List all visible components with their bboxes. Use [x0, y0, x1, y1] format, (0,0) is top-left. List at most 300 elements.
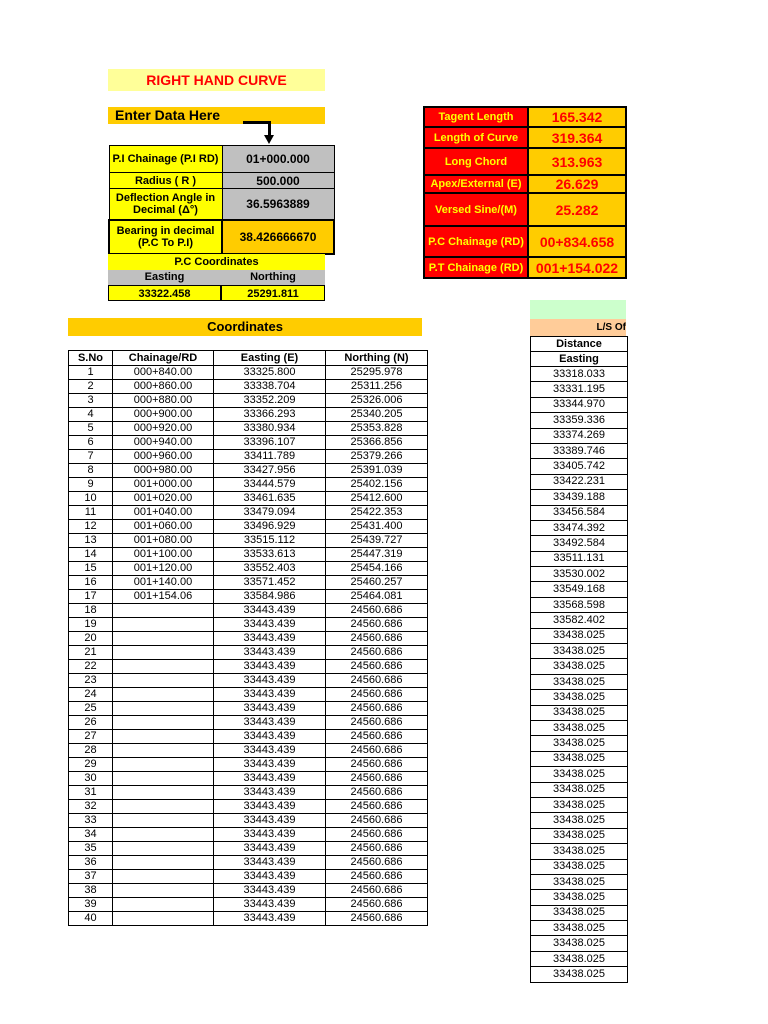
easting-cell: 33552.403 [214, 562, 326, 576]
northing-cell: 25422.353 [326, 506, 428, 520]
sno-cell: 15 [69, 562, 113, 576]
table-row [69, 646, 428, 660]
pc-coordinates-title: P.C Coordinates [108, 254, 325, 270]
easting-cell: 33443.439 [214, 884, 326, 898]
chainage-cell [113, 646, 214, 660]
northing-cell: 24560.686 [326, 604, 428, 618]
table-row [69, 450, 428, 464]
sno-cell: 24 [69, 688, 113, 702]
sno-cell: 3 [69, 394, 113, 408]
easting-cell: 33411.789 [214, 450, 326, 464]
sno-cell: 30 [69, 772, 113, 786]
ls-easting-cell: 33438.025 [531, 705, 628, 720]
chainage-cell [113, 912, 214, 926]
table-row [69, 870, 428, 884]
table-row [531, 921, 628, 936]
ls-easting-cell: 33438.025 [531, 628, 628, 643]
table-row [531, 905, 628, 920]
northing-cell: 24560.686 [326, 772, 428, 786]
bearing-input[interactable]: 38.426666670 [222, 220, 334, 254]
table-row [531, 520, 628, 535]
northing-cell: 24560.686 [326, 898, 428, 912]
sno-cell: 31 [69, 786, 113, 800]
ls-easting-cell: 33438.025 [531, 951, 628, 966]
table-row [69, 786, 428, 800]
ls-title: L/S Of [530, 319, 626, 336]
chainage-cell: 000+900.00 [113, 408, 214, 422]
northing-cell: 24560.686 [326, 660, 428, 674]
ls-easting-cell: 33438.025 [531, 905, 628, 920]
sno-cell: 1 [69, 366, 113, 380]
results-table [423, 106, 627, 279]
tangent-length-label: Tagent Length [424, 107, 528, 127]
ls-easting-cell: 33438.025 [531, 674, 628, 689]
chainage-cell [113, 688, 214, 702]
easting-cell: 33443.439 [214, 744, 326, 758]
easting-cell: 33443.439 [214, 604, 326, 618]
northing-cell: 24560.686 [326, 688, 428, 702]
sno-cell: 6 [69, 436, 113, 450]
sno-cell: 25 [69, 702, 113, 716]
easting-cell: 33443.439 [214, 786, 326, 800]
table-row [531, 382, 628, 397]
sno-cell: 26 [69, 716, 113, 730]
table-row [531, 536, 628, 551]
ls-easting-cell: 33331.195 [531, 382, 628, 397]
table-row [531, 490, 628, 505]
chainage-cell: 001+080.00 [113, 534, 214, 548]
sno-cell: 28 [69, 744, 113, 758]
chainage-cell [113, 674, 214, 688]
chainage-cell: 000+860.00 [113, 380, 214, 394]
table-row [531, 582, 628, 597]
sno-cell: 4 [69, 408, 113, 422]
table-row [69, 436, 428, 450]
ls-easting-cell: 33438.025 [531, 844, 628, 859]
chainage-cell: 000+880.00 [113, 394, 214, 408]
easting-cell: 33444.579 [214, 478, 326, 492]
table-row [69, 702, 428, 716]
ls-easting-cell: 33438.025 [531, 690, 628, 705]
northing-cell: 24560.686 [326, 674, 428, 688]
northing-cell: 25412.600 [326, 492, 428, 506]
table-row [69, 884, 428, 898]
ls-easting-cell: 33438.025 [531, 859, 628, 874]
easting-cell: 33571.452 [214, 576, 326, 590]
sno-header: S.No [69, 351, 113, 366]
sno-cell: 21 [69, 646, 113, 660]
ls-easting-cell: 33438.025 [531, 874, 628, 889]
table-row [531, 567, 628, 582]
long-chord-value: 313.963 [528, 148, 626, 175]
chainage-cell [113, 716, 214, 730]
table-row [69, 590, 428, 604]
ls-easting-cell: 33549.168 [531, 582, 628, 597]
table-row [69, 422, 428, 436]
radius-label: Radius ( R ) [109, 173, 222, 189]
table-row [531, 551, 628, 566]
ls-easting-cell: 33438.025 [531, 751, 628, 766]
sno-cell: 33 [69, 814, 113, 828]
sno-cell: 27 [69, 730, 113, 744]
northing-cell: 24560.686 [326, 800, 428, 814]
chainage-cell [113, 842, 214, 856]
easting-cell: 33366.293 [214, 408, 326, 422]
chainage-cell: 000+980.00 [113, 464, 214, 478]
table-row [531, 397, 628, 412]
easting-cell: 33380.934 [214, 422, 326, 436]
table-row [531, 720, 628, 735]
ls-easting-cell: 33438.025 [531, 828, 628, 843]
easting-cell: 33427.956 [214, 464, 326, 478]
arrow-down-icon [243, 121, 271, 124]
ls-easting-cell: 33568.598 [531, 597, 628, 612]
easting-cell: 33443.439 [214, 772, 326, 786]
table-row [69, 730, 428, 744]
ls-easting-cell: 33438.025 [531, 967, 628, 982]
chainage-cell: 001+040.00 [113, 506, 214, 520]
northing-cell: 24560.686 [326, 912, 428, 926]
chainage-cell [113, 702, 214, 716]
chainage-cell [113, 786, 214, 800]
ls-easting-cell: 33438.025 [531, 659, 628, 674]
ls-easting-cell: 33438.025 [531, 797, 628, 812]
chainage-cell: 000+960.00 [113, 450, 214, 464]
table-row [531, 859, 628, 874]
table-row [531, 674, 628, 689]
coordinates-title: Coordinates [68, 318, 422, 336]
ls-easting-cell: 33438.025 [531, 936, 628, 951]
northing-header: Northing (N) [326, 351, 428, 366]
table-row [69, 394, 428, 408]
table-row [69, 898, 428, 912]
easting-cell: 33443.439 [214, 688, 326, 702]
northing-cell: 24560.686 [326, 618, 428, 632]
enter-data-label: Enter Data Here [108, 107, 325, 124]
table-row [531, 659, 628, 674]
table-row [69, 604, 428, 618]
northing-cell: 24560.686 [326, 744, 428, 758]
sno-cell: 9 [69, 478, 113, 492]
chainage-cell: 001+020.00 [113, 492, 214, 506]
table-row [531, 813, 628, 828]
table-row [69, 618, 428, 632]
ls-easting-cell: 33439.188 [531, 490, 628, 505]
northing-cell: 25311.256 [326, 380, 428, 394]
chainage-cell [113, 660, 214, 674]
table-row [531, 874, 628, 889]
ls-easting-cell: 33582.402 [531, 613, 628, 628]
ls-easting-cell: 33359.336 [531, 413, 628, 428]
northing-cell: 24560.686 [326, 884, 428, 898]
table-row [69, 548, 428, 562]
chainage-cell [113, 814, 214, 828]
table-row [69, 464, 428, 478]
northing-cell: 25295.978 [326, 366, 428, 380]
easting-cell: 33325.800 [214, 366, 326, 380]
chainage-cell [113, 898, 214, 912]
ls-easting-cell: 33438.025 [531, 890, 628, 905]
table-row [531, 597, 628, 612]
sno-cell: 8 [69, 464, 113, 478]
length-of-curve-value: 319.364 [528, 127, 626, 148]
table-row [69, 632, 428, 646]
northing-cell: 24560.686 [326, 730, 428, 744]
northing-cell: 24560.686 [326, 856, 428, 870]
ls-easting-cell: 33422.231 [531, 474, 628, 489]
apex-external-value: 26.629 [528, 175, 626, 193]
ls-offset-table [530, 336, 628, 983]
sno-cell: 39 [69, 898, 113, 912]
pc-easting-value: 33322.458 [108, 285, 221, 301]
easting-cell: 33443.439 [214, 800, 326, 814]
table-row [531, 428, 628, 443]
easting-cell: 33515.112 [214, 534, 326, 548]
ls-easting-cell: 33474.392 [531, 520, 628, 535]
northing-cell: 24560.686 [326, 870, 428, 884]
pc-northing-header: Northing [221, 270, 325, 285]
chainage-cell: 001+140.00 [113, 576, 214, 590]
ls-easting-cell: 33389.746 [531, 443, 628, 458]
deflection-angle-input[interactable]: 36.5963889 [222, 189, 334, 220]
easting-cell: 33443.439 [214, 912, 326, 926]
table-row [531, 951, 628, 966]
chainage-cell: 000+840.00 [113, 366, 214, 380]
table-row [531, 767, 628, 782]
chainage-cell [113, 856, 214, 870]
table-row [69, 828, 428, 842]
northing-cell: 25340.205 [326, 408, 428, 422]
easting-cell: 33352.209 [214, 394, 326, 408]
northing-cell: 24560.686 [326, 716, 428, 730]
chainage-header: Chainage/RD [113, 351, 214, 366]
sno-cell: 12 [69, 520, 113, 534]
northing-cell: 25439.727 [326, 534, 428, 548]
chainage-cell [113, 800, 214, 814]
table-row [69, 842, 428, 856]
chainage-cell [113, 870, 214, 884]
sno-cell: 40 [69, 912, 113, 926]
coordinates-table [68, 350, 428, 926]
table-row [531, 797, 628, 812]
easting-cell: 33443.439 [214, 828, 326, 842]
table-row [69, 800, 428, 814]
sno-cell: 17 [69, 590, 113, 604]
chainage-cell [113, 744, 214, 758]
northing-cell: 24560.686 [326, 828, 428, 842]
easting-cell: 33443.439 [214, 674, 326, 688]
sno-cell: 11 [69, 506, 113, 520]
table-row [531, 628, 628, 643]
easting-cell: 33443.439 [214, 702, 326, 716]
northing-cell: 24560.686 [326, 632, 428, 646]
northing-cell: 25326.006 [326, 394, 428, 408]
versed-sine-value: 25.282 [528, 193, 626, 226]
sno-cell: 13 [69, 534, 113, 548]
long-chord-label: Long Chord [424, 148, 528, 175]
easting-cell: 33443.439 [214, 618, 326, 632]
sno-cell: 14 [69, 548, 113, 562]
sno-cell: 23 [69, 674, 113, 688]
table-row [531, 782, 628, 797]
chainage-cell [113, 884, 214, 898]
input-table [108, 145, 335, 255]
chainage-cell [113, 772, 214, 786]
easting-cell: 33443.439 [214, 716, 326, 730]
chainage-cell: 001+100.00 [113, 548, 214, 562]
deflection-angle-label: Deflection Angle in Decimal (Δ°) [109, 189, 222, 220]
chainage-cell [113, 618, 214, 632]
table-row [69, 562, 428, 576]
northing-cell: 25431.400 [326, 520, 428, 534]
ls-easting-cell: 33438.025 [531, 767, 628, 782]
sno-cell: 19 [69, 618, 113, 632]
northing-cell: 25366.856 [326, 436, 428, 450]
table-row [69, 408, 428, 422]
table-row [531, 413, 628, 428]
easting-cell: 33443.439 [214, 898, 326, 912]
table-row [69, 744, 428, 758]
easting-cell: 33443.439 [214, 632, 326, 646]
ls-easting-cell: 33438.025 [531, 720, 628, 735]
chainage-cell: 000+920.00 [113, 422, 214, 436]
table-row [69, 520, 428, 534]
chainage-cell [113, 604, 214, 618]
table-row [69, 492, 428, 506]
table-row [531, 736, 628, 751]
chainage-cell [113, 730, 214, 744]
easting-cell: 33443.439 [214, 758, 326, 772]
northing-cell: 25447.319 [326, 548, 428, 562]
radius-input[interactable]: 500.000 [222, 173, 334, 189]
table-row [531, 474, 628, 489]
pt-chainage-label: P.T Chainage (RD) [424, 257, 528, 278]
sno-cell: 2 [69, 380, 113, 394]
table-row [69, 576, 428, 590]
length-of-curve-label: Length of Curve [424, 127, 528, 148]
pc-chainage-value: 00+834.658 [528, 226, 626, 257]
sno-cell: 18 [69, 604, 113, 618]
pc-easting-header: Easting [108, 270, 221, 285]
table-row [531, 367, 628, 382]
table-row [69, 380, 428, 394]
ls-easting-cell: 33438.025 [531, 813, 628, 828]
northing-cell: 24560.686 [326, 814, 428, 828]
northing-cell: 25379.266 [326, 450, 428, 464]
ls-easting-cell: 33438.025 [531, 782, 628, 797]
table-row [531, 644, 628, 659]
table-row [531, 844, 628, 859]
easting-cell: 33443.439 [214, 646, 326, 660]
sno-cell: 20 [69, 632, 113, 646]
sno-cell: 38 [69, 884, 113, 898]
ls-header-band [530, 300, 626, 319]
ls-easting-cell: 33374.269 [531, 428, 628, 443]
ls-easting-cell: 33344.970 [531, 397, 628, 412]
tangent-length-value: 165.342 [528, 107, 626, 127]
table-row [69, 366, 428, 380]
ls-easting-cell: 33456.584 [531, 505, 628, 520]
northing-cell: 24560.686 [326, 646, 428, 660]
sno-cell: 29 [69, 758, 113, 772]
easting-cell: 33479.094 [214, 506, 326, 520]
northing-cell: 24560.686 [326, 786, 428, 800]
pi-chainage-input[interactable]: 01+000.000 [222, 146, 334, 173]
easting-header: Easting (E) [214, 351, 326, 366]
sno-cell: 5 [69, 422, 113, 436]
northing-cell: 25464.081 [326, 590, 428, 604]
table-row [531, 890, 628, 905]
pt-chainage-value: 001+154.022 [528, 257, 626, 278]
table-row [69, 772, 428, 786]
easting-cell: 33584.986 [214, 590, 326, 604]
easting-cell: 33533.613 [214, 548, 326, 562]
table-row [69, 912, 428, 926]
easting-cell: 33443.439 [214, 870, 326, 884]
pi-chainage-label: P.I Chainage (P.I RD) [109, 146, 222, 173]
sno-cell: 32 [69, 800, 113, 814]
table-row [69, 814, 428, 828]
easting-cell: 33443.439 [214, 730, 326, 744]
table-row [69, 506, 428, 520]
table-row [69, 674, 428, 688]
easting-cell: 33443.439 [214, 814, 326, 828]
ls-easting-cell: 33438.025 [531, 644, 628, 659]
easting-cell: 33443.439 [214, 842, 326, 856]
curve-title: RIGHT HAND CURVE [108, 69, 325, 91]
sno-cell: 10 [69, 492, 113, 506]
table-row [531, 751, 628, 766]
ls-easting-cell: 33438.025 [531, 736, 628, 751]
table-row [69, 534, 428, 548]
table-row [531, 690, 628, 705]
sno-cell: 16 [69, 576, 113, 590]
ls-easting-cell: 33318.033 [531, 367, 628, 382]
easting-cell: 33461.635 [214, 492, 326, 506]
table-row [69, 856, 428, 870]
northing-cell: 24560.686 [326, 758, 428, 772]
versed-sine-label: Versed Sine/(M) [424, 193, 528, 226]
sno-cell: 34 [69, 828, 113, 842]
easting-cell: 33338.704 [214, 380, 326, 394]
chainage-cell: 000+940.00 [113, 436, 214, 450]
chainage-cell: 001+060.00 [113, 520, 214, 534]
table-row [531, 967, 628, 982]
chainage-cell: 001+154.06 [113, 590, 214, 604]
ls-easting-cell: 33405.742 [531, 459, 628, 474]
table-row [69, 758, 428, 772]
table-row [531, 459, 628, 474]
pc-chainage-label: P.C Chainage (RD) [424, 226, 528, 257]
table-row [531, 443, 628, 458]
sno-cell: 37 [69, 870, 113, 884]
chainage-cell: 001+000.00 [113, 478, 214, 492]
table-row [531, 705, 628, 720]
northing-cell: 25460.257 [326, 576, 428, 590]
pc-northing-value: 25291.811 [221, 285, 325, 301]
sno-cell: 35 [69, 842, 113, 856]
sno-cell: 36 [69, 856, 113, 870]
table-row [69, 716, 428, 730]
sno-cell: 22 [69, 660, 113, 674]
northing-cell: 25391.039 [326, 464, 428, 478]
northing-cell: 24560.686 [326, 702, 428, 716]
table-row [69, 660, 428, 674]
ls-easting-cell: 33492.584 [531, 536, 628, 551]
distance-header: Distance [531, 337, 628, 352]
northing-cell: 25402.156 [326, 478, 428, 492]
sno-cell: 7 [69, 450, 113, 464]
